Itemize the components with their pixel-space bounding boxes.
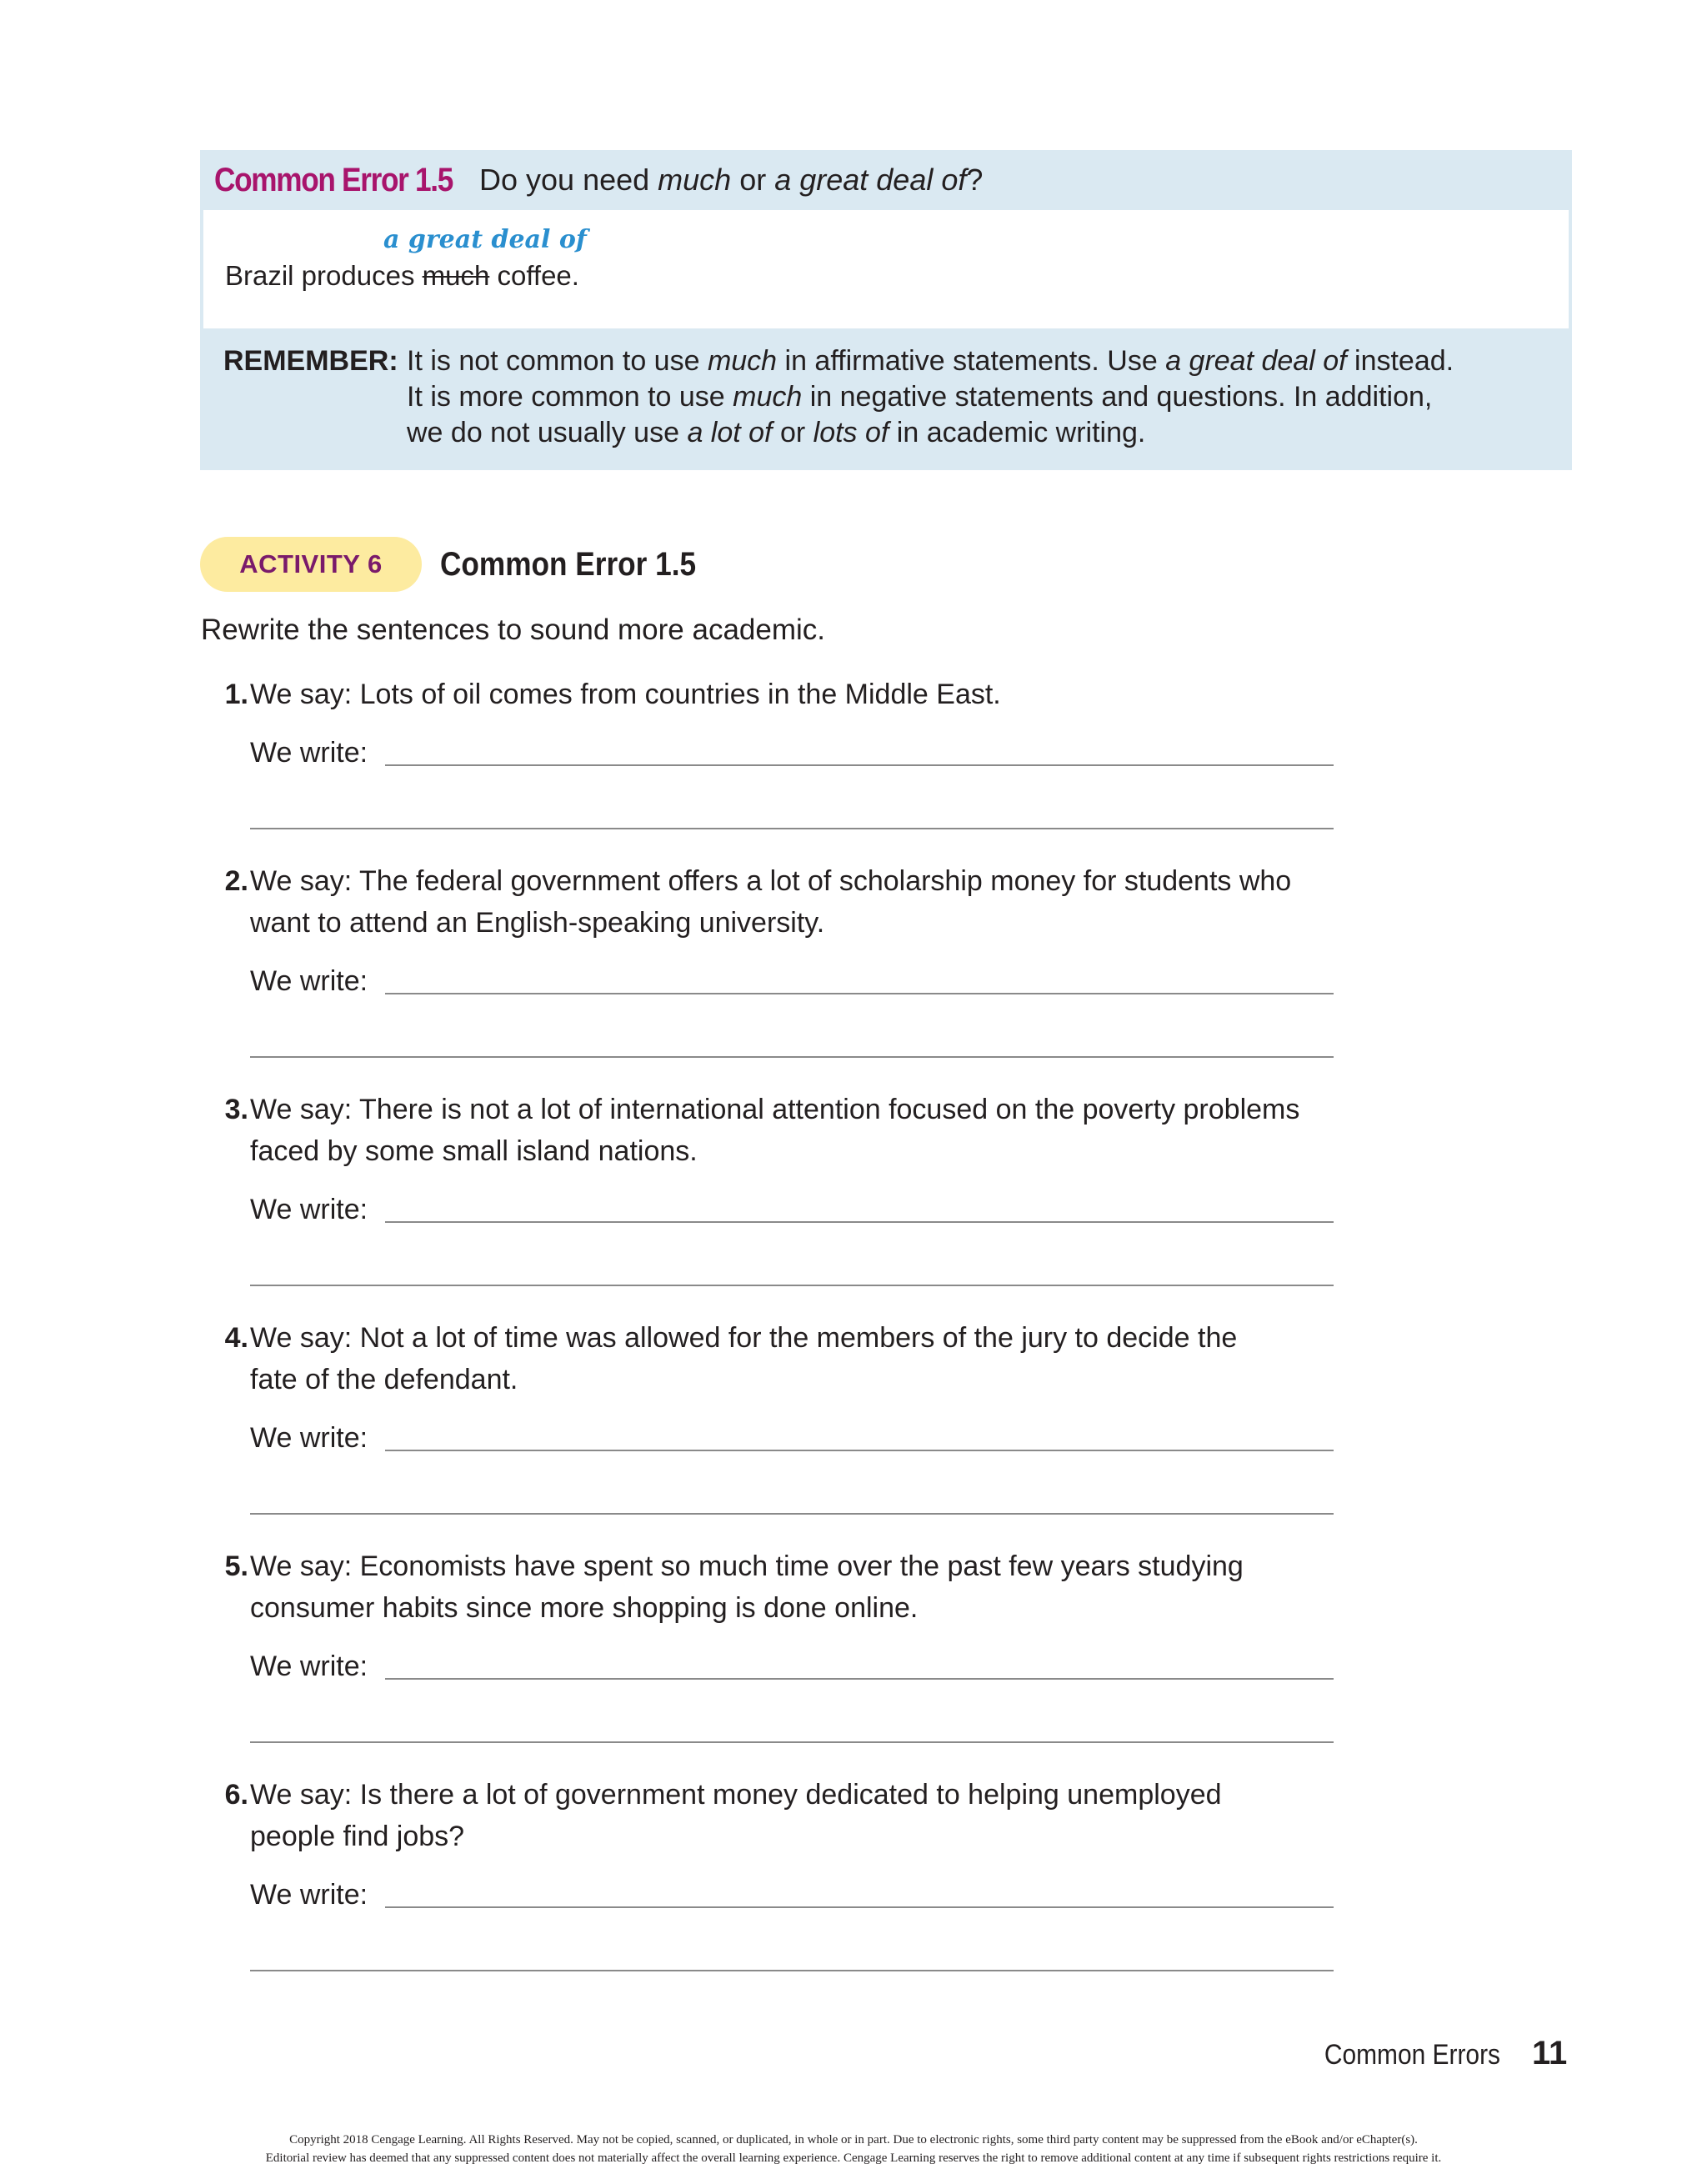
we-write-label: We write: <box>250 1651 368 1682</box>
answer-line[interactable] <box>250 1056 1334 1058</box>
item-prompt: We say: Economists have spent so much time over the past few years studying consumer habits since more shopping is done online. <box>250 1550 1244 1624</box>
answer-line[interactable] <box>250 1513 1334 1515</box>
page-number: 11 <box>1532 2035 1568 2071</box>
remember-line: It is more common to use much in negative statements and questions. In addition, <box>407 381 1433 413</box>
answer-line[interactable] <box>385 1221 1334 1223</box>
we-write-label: We write: <box>250 737 368 769</box>
common-error-header <box>200 150 1572 210</box>
answer-line[interactable] <box>250 828 1334 829</box>
common-error-question: Do you need much or a great deal of? <box>479 163 984 197</box>
item-prompt: We say: Is there a lot of government money dedicated to helping unemployed people find jobs? <box>250 1779 1222 1852</box>
footer-section-label: Common Errors <box>1324 2039 1500 2071</box>
copyright-notice: Copyright 2018 Cengage Learning. All Rights Reserved. May not be copied, scanned, or duplicated, in whole or in part. Due to electronic rights, some third party content may be suppressed from the eBook and/or eChapter(s). Editorial review has deemed that any suppressed content does not materially affect the overall learning experience. Cengage Learning reserves the right to remove additional content at any time if subsequent rights restrictions require it. <box>265 2133 1442 2165</box>
item-prompt: We say: Not a lot of time was allowed for the members of the jury to decide the fate of the defendant. <box>250 1322 1238 1395</box>
example-sentence: Brazil produces much coffee. <box>225 260 579 291</box>
we-write-label: We write: <box>250 965 368 997</box>
answer-line[interactable] <box>385 1906 1334 1908</box>
remember-label: REMEMBER: <box>223 345 398 377</box>
answer-line[interactable] <box>385 1450 1334 1451</box>
common-error-label: Common Error 1.5 <box>214 161 453 198</box>
item-number: 5. <box>224 1550 248 1582</box>
item-prompt: We say: Lots of oil comes from countries in the Middle East. <box>250 679 1001 710</box>
we-write-label: We write: <box>250 1194 368 1225</box>
item-number: 2. <box>224 865 248 897</box>
item-prompt: We say: The federal government offers a lot of scholarship money for students who want to attend an English-speaking university. <box>250 865 1292 939</box>
we-write-label: We write: <box>250 1879 368 1911</box>
answer-line[interactable] <box>385 993 1334 994</box>
item-number: 3. <box>224 1094 248 1125</box>
struck-word: much <box>422 260 490 291</box>
answer-line[interactable] <box>385 1678 1334 1680</box>
we-write-label: We write: <box>250 1422 368 1454</box>
answer-line[interactable] <box>250 1741 1334 1743</box>
remember-line: we do not usually use a lot of or lots of in academic writing. <box>407 417 1146 448</box>
answer-line[interactable] <box>250 1970 1334 1971</box>
item-prompt: We say: There is not a lot of international attention focused on the poverty problems faced by some small island nations. <box>250 1094 1300 1167</box>
remember-line: It is not common to use much in affirmative statements. Use a great deal of instead. <box>407 345 1454 377</box>
item-number: 1. <box>224 679 248 710</box>
example-panel <box>203 210 1569 328</box>
item-number: 4. <box>224 1322 248 1354</box>
handwritten-correction: a great deal of <box>383 225 587 254</box>
answer-line[interactable] <box>250 1285 1334 1286</box>
activity-title: Common Error 1.5 <box>440 546 697 583</box>
activity-instructions: Rewrite the sentences to sound more academic. <box>201 614 825 646</box>
remember-text <box>407 343 1565 451</box>
item-number: 6. <box>224 1779 248 1811</box>
common-error-box <box>200 150 1572 470</box>
activity-badge: ACTIVITY 6 <box>200 537 422 592</box>
answer-line[interactable] <box>385 764 1334 766</box>
